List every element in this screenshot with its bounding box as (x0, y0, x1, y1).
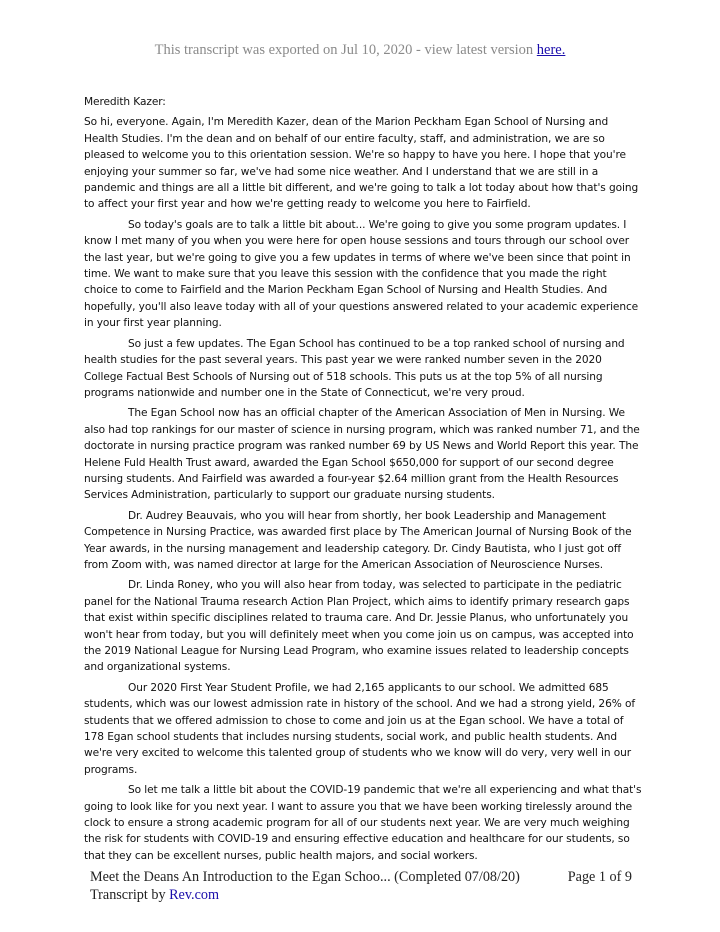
transcript-paragraph: So today's goals are to talk a little bit about... We're going to give you some program updates. I know I met many of you when you were here for open house sessions and tours through our school over the last year, but we're going to give you a few updates in terms of where we've been since that point in time. We want to make sure that you leave this session with the confidence that you made the right choice to come to Fairfield and the Marion Peckham Egan School of Nursing and Health Studies. And hopefully, you'll also leave today with all of your questions answered related to your academic experience in your first year planning. (84, 218, 639, 330)
transcript-paragraph: So let me talk a little bit about the COVID-19 pandemic that we're all experiencing and what that's going to look like for you next year. I want to assure you that we have been working tirelessly around the clock to ensure a strong academic program for all of our students next year. We are very much weighing the risk for students with COVID-19 and ensuring effective education and healthcare for our students, so that they can be excellent nurses, public health majors, and social workers. (84, 784, 642, 862)
transcript-paragraph: The Egan School now has an official chapter of the American Association of Men in Nursing. We also had top rankings for our master of science in nursing program, which was ranked number 71, and the doctorate in nursing practice program was ranked number 69 by US News and World Report this year. The Helene Fuld Health Trust award, awarded the Egan School $650,000 for support of our second degree nursing students. And Fairfield was awarded a four-year $2.64 million grant from the Health Resources Services Administration, particularly to support our graduate nursing students. (84, 407, 640, 502)
transcript-paragraph: Dr. Audrey Beauvais, who you will hear from shortly, her book Leadership and Management Competence in Nursing Practice, was awarded first place by The American Journal of Nursing Book of the Year awards, in the nursing management and leadership category. Dr. Cindy Bautista, who I just got off from Zoom with, was named director at large for the American Association of Neuroscience Nurses. (84, 509, 632, 571)
footer-credit: Transcript by (90, 887, 170, 903)
page-number: Page 1 of 9 (567, 869, 632, 885)
speaker-name: Meredith Kazer: (84, 96, 166, 108)
transcript-paragraph: So just a few updates. The Egan School has continued to be a top ranked school of nursing and health studies for the past several years. This past year we were ranked number seven in the 2020 College Factual Best Schools of Nursing out of 518 schools. This puts us at the top 5% of all nursing programs nationwide and number one in the State of Connecticut, we're very proud. (84, 337, 625, 399)
rev-link[interactable]: Rev.com (169, 887, 219, 903)
footer-title: Meet the Deans An Introduction to the Egan Schoo... (Completed 07/08/20) (90, 869, 520, 885)
transcript-paragraph: Our 2020 First Year Student Profile, we had 2,165 applicants to our school. We admitted 685 students, which was our lowest admission rate in history of the school. And we had a strong yield, 26% of students that we offered admission to chose to come and join us at the Egan school. We have a total of 178 Egan school students that includes nursing students, social work, and public health students. And we're very excited to welcome this talented group of students who we know will do very, very well in our programs. (84, 681, 635, 776)
page-footer (90, 868, 632, 904)
latest-version-link[interactable]: here. (536, 42, 566, 58)
transcript-paragraph: Dr. Linda Roney, who you will also hear from today, was selected to participate in the pediatric panel for the National Trauma research Action Plan Project, which aims to identify primary research gaps that exist within specific disciplines related to trauma care. And Dr. Jessie Planus, who unfortunately you won't hear from today, but you will definitely meet when you come join us on campus, was accepted into the 2019 National League for Nursing Lead Program, who examine issues related to leadership concepts and organizational systems. (84, 579, 634, 674)
transcript-body (84, 94, 642, 868)
export-notice (0, 42, 720, 59)
transcript-paragraph: So hi, everyone. Again, I'm Meredith Kazer, dean of the Marion Peckham Egan School of Nursing and Health Studies. I'm the dean and on behalf of our entire faculty, staff, and administration, we are so pleased to welcome you to this orientation session. We're so happy to have you here. I hope that you're enjoying your summer so far, we've had some nice weather. And I understand that we are still in a pandemic and things are all a little bit different, and we're going to talk a lot today about how that's going to affect your first year and how we're getting ready to welcome you here to Fairfield. (84, 116, 639, 211)
export-notice-text: This transcript was exported on Jul 10, 2020 - view latest version (154, 42, 537, 58)
